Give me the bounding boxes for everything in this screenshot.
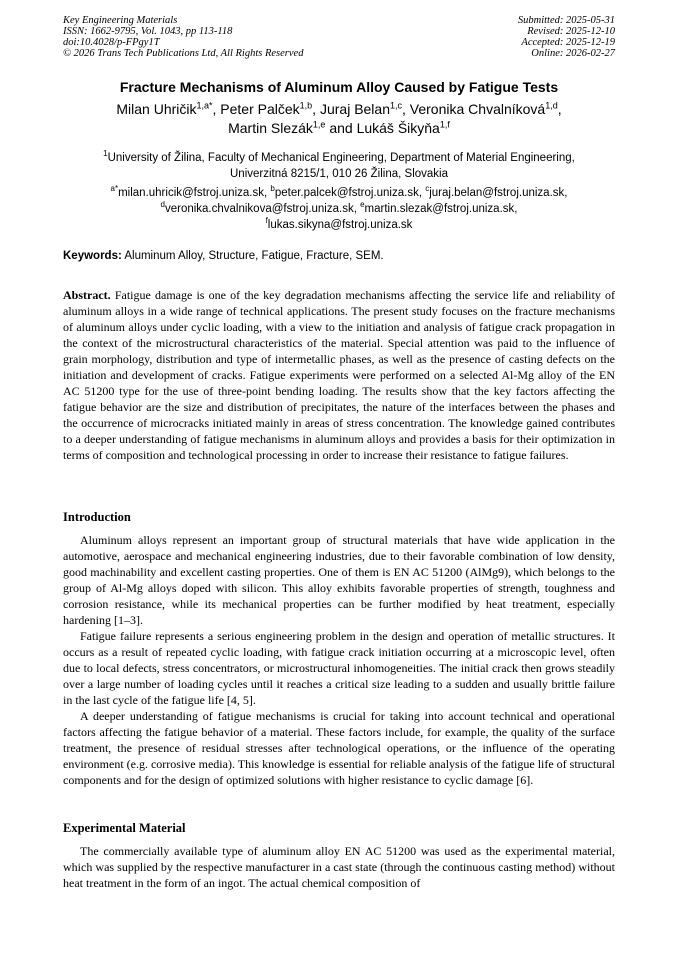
abstract-label: Abstract. (63, 288, 111, 302)
paper-title: Fracture Mechanisms of Aluminum Alloy Caused by Fatigue Tests (119, 79, 559, 95)
revised-date: Revised: 2025-12-10 (527, 26, 615, 37)
paragraph: A deeper understanding of fatigue mechanisms is crucial for taking into account technical and operational factors affecting the fatigue behavior of a material. These factors include, for example, the quality of the surface treatment, the presence of residual stresses after technological operations, or the influence of the operating environment (e.g. corrosive media). This knowledge is essential for reliable analysis of the fatigue life of structural components and for the design of optimized solutions with higher resistance to cyclic damage [6]. (63, 709, 615, 787)
paragraph: The commercially available type of aluminum alloy EN AC 51200 was used as the experimental material, which was supplied by the respective manufacturer in a cast state (through the continuous casting method) without heat treatment in the form of an ingot. The actual chemical composition of (63, 844, 615, 890)
author-name: Martin Slezák (228, 120, 313, 136)
submission-dates (518, 15, 615, 59)
author-affiliation-mark: 1,a* (196, 100, 213, 111)
email-address[interactable]: lukas.sikyna@fstroj.uniza.sk (267, 219, 413, 231)
paragraph: Aluminum alloys represent an important group of structural materials that have wide application in the automotive, aerospace and mechanical engineering industries, due to their favorable combination of low density, good machinability and excellent casting properties. One of them is EN AC 51200 (AlMg9), which belongs to the group of Al-Mg alloys doped with silicon. This alloy exhibits favorable properties of strength, toughness and corrosion resistance, while its mechanical properties can be further modified by heat treatment, especially hardening [1–3]. (63, 533, 615, 627)
keywords-label: Keywords: (63, 250, 122, 262)
email-separator: , (263, 187, 271, 199)
affiliation-line-1: University of Žilina, Faculty of Mechanical Engineering, Department of Material Engineering, (107, 152, 575, 164)
author-affiliation-mark: 1,f (439, 119, 450, 130)
author-name: Lukáš Šikyňa (356, 120, 440, 136)
author-name: Juraj Belan (319, 101, 390, 117)
author-name: Veronika Chvalníková (409, 101, 546, 117)
introduction-heading: Introduction (63, 510, 131, 524)
abstract (63, 287, 615, 463)
affiliation-line-2: Univerzitná 8215/1, 010 26 Žilina, Slovakia (230, 168, 448, 180)
doi-line: doi:10.4028/p-FPgy1T (63, 37, 160, 48)
email-address[interactable]: milan.uhricik@fstroj.uniza.sk (118, 187, 264, 199)
author-affiliation-mark: 1,c (390, 100, 403, 111)
email-mark: a* (110, 184, 119, 194)
email-address[interactable]: veronika.chvalnikova@fstroj.uniza.sk (164, 203, 354, 215)
accepted-date: Accepted: 2025-12-19 (521, 37, 615, 48)
keywords-text: Aluminum Alloy, Structure, Fatigue, Fracture, SEM. (124, 250, 384, 262)
experimental-heading: Experimental Material (63, 821, 186, 835)
journal-info (63, 15, 303, 59)
online-date: Online: 2026-02-27 (531, 48, 615, 59)
submitted-date: Submitted: 2025-05-31 (517, 15, 615, 26)
author-affiliation-mark: 1,e (312, 119, 326, 130)
affiliation (63, 150, 615, 182)
author-separator: , (312, 101, 320, 117)
email-mark: d (160, 200, 165, 210)
introduction-body (63, 532, 615, 788)
author-name: Milan Uhričik (116, 101, 197, 117)
copyright-line: © 2026 Trans Tech Publications Ltd, All Rights Reserved (63, 48, 304, 59)
email-list (63, 185, 615, 233)
author-separator: , (557, 101, 562, 117)
issn-line: ISSN: 1662-9795, Vol. 1043, pp 113-118 (63, 26, 233, 37)
email-separator: , (418, 187, 426, 199)
author-affiliation-mark: 1,b (299, 100, 313, 111)
author-affiliation-mark: 1,d (545, 100, 558, 111)
email-mark: c (425, 184, 430, 194)
paragraph: Fatigue failure represents a serious engineering problem in the design and operation of metallic structures. It occurs as a result of repeated cyclic loading, with fatigue crack initiation occurring at a microscopic level, often due to local defects, stress concentrators, or microstructural inhomogeneities. The initial crack then grows steadily over a large number of loading cycles until it reaches a critical size leading to a sudden and usually brittle failure in the last cycle of the fatigue life [4, 5]. (63, 629, 615, 707)
email-separator: , (353, 203, 361, 215)
email-address[interactable]: juraj.belan@fstroj.uniza.sk (429, 187, 565, 199)
author-separator: , (402, 101, 410, 117)
email-mark: e (360, 200, 365, 210)
journal-name: Key Engineering Materials (63, 15, 178, 26)
email-address[interactable]: martin.slezak@fstroj.uniza.sk (364, 203, 515, 215)
author-name: Peter Palček (220, 101, 300, 117)
email-mark: f (265, 216, 268, 226)
abstract-text: Fatigue damage is one of the key degradation mechanisms affecting the service life and reliability of aluminum alloys in a wide range of technical applications. The present study focuses on the fracture mechanisms of aluminum alloys under cyclic loading, with a view to the initiation and analysis of fatigue crack propagation in the context of the microstructural characteristics of the material. Special attention was paid to the influence of grain morphology, distribution and type of intermetallic phases, as well as the presence of casting defects on the initiation and development of cracks. Fatigue experiments were performed on a selected Al-Mg alloy of the EN AC 51200 type for the use of three-point bending loading. The results show that the key factors affecting the fatigue behavior are the size and distribution of precipitates, the nature of the interfaces between the phases and the occurrence of microcracks initiated mainly in areas of stress concentration. The knowledge gained contributes to a deeper understanding of fatigue mechanisms in aluminum alloys and provides a basis for their optimization in terms of composition and technological processing in order to increase their resistance to fatigue failures. (63, 288, 615, 462)
email-separator: , (514, 203, 518, 215)
keywords (63, 249, 615, 264)
email-mark: b (270, 184, 275, 194)
author-separator: and (325, 120, 357, 136)
experimental-body (63, 843, 615, 891)
author-list (63, 100, 615, 138)
email-separator: , (564, 187, 568, 199)
author-separator: , (212, 101, 221, 117)
email-address[interactable]: peter.palcek@fstroj.uniza.sk (274, 187, 419, 199)
affiliation-mark: 1 (103, 149, 108, 159)
